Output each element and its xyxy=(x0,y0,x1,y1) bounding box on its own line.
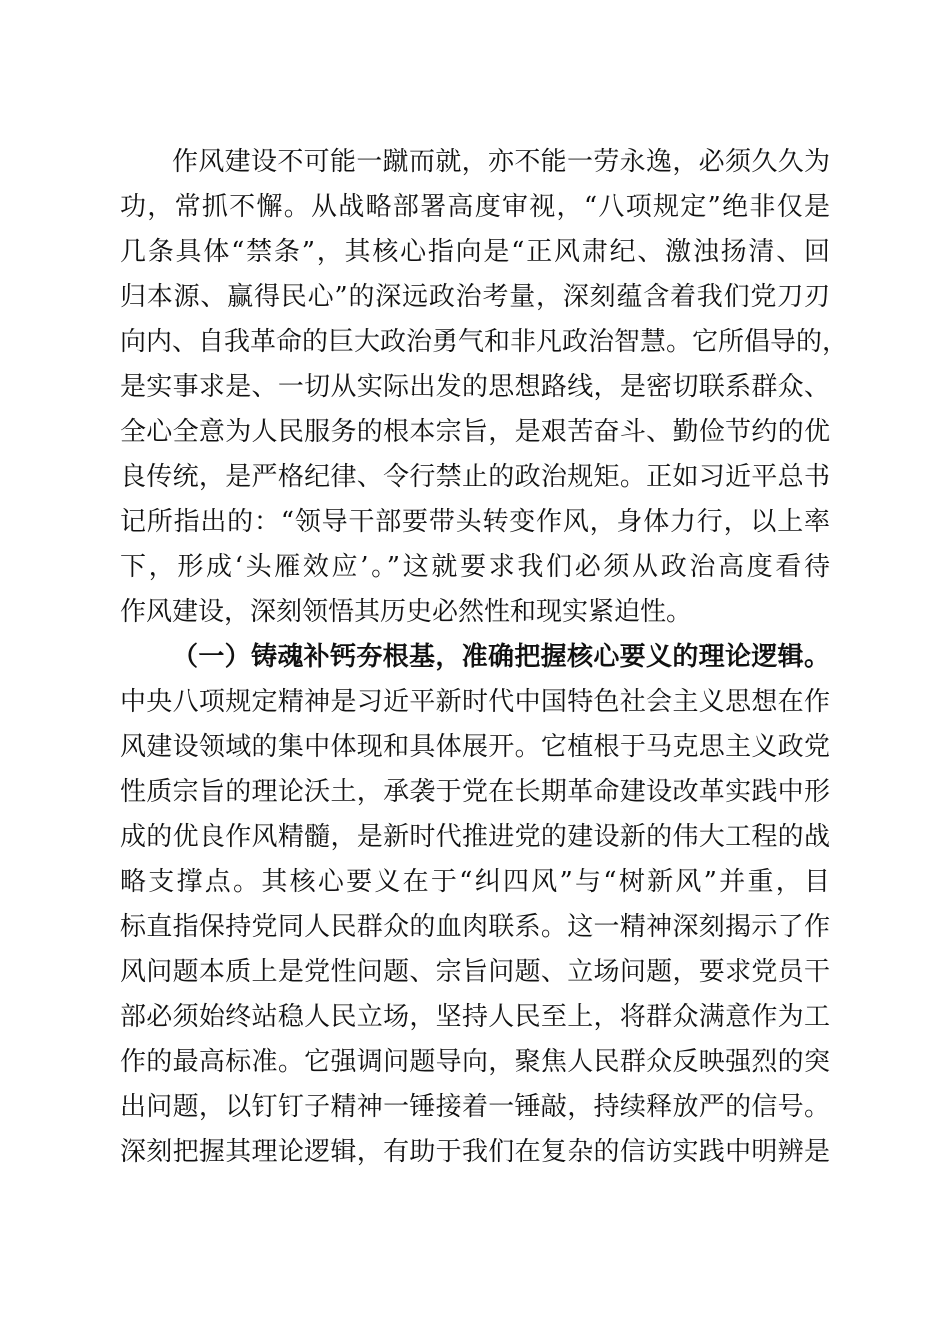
paragraph2-line-3: 性质宗旨的理论沃土，承袭于党在长期革命建设改革实践中形 xyxy=(120,777,830,807)
paragraph1-line-9: 记所指出的：“领导干部要带头转变作风，身体力行，以上率 xyxy=(120,507,830,537)
paragraph1-line-5: 向内、自我革命的巨大政治勇气和非凡政治智慧。它所倡导的， xyxy=(120,327,849,357)
section-heading: （一）铸魂补钙夯根基，准确把握核心要义的理论逻辑。 xyxy=(172,642,830,672)
paragraph1-line-10: 下，形成‘头雁效应’。”这就要求我们必须从政治高度看待 xyxy=(120,552,830,582)
paragraph2-line-10: 出问题，以钉钉子精神一锤接着一锤敲，持续释放严的信号。 xyxy=(120,1092,830,1122)
paragraph1-line-3: 几条具体“禁条”，其核心指向是“正风肃纪、激浊扬清、回 xyxy=(120,237,830,267)
paragraph2-line-8: 部必须始终站稳人民立场，坚持人民至上，将群众满意作为工 xyxy=(120,1002,830,1032)
paragraph1-line-7: 全心全意为人民服务的根本宗旨，是艰苦奋斗、勤俭节约的优 xyxy=(120,417,830,447)
paragraph2-line-6: 标直指保持党同人民群众的血肉联系。这一精神深刻揭示了作 xyxy=(120,912,830,942)
paragraph2-line-7: 风问题本质上是党性问题、宗旨问题、立场问题，要求党员干 xyxy=(120,957,830,987)
paragraph2-line-9: 作的最高标准。它强调问题导向，聚焦人民群众反映强烈的突 xyxy=(120,1047,830,1077)
paragraph2-line-1: 中央八项规定精神是习近平新时代中国特色社会主义思想在作 xyxy=(120,687,830,717)
paragraph1-line-8: 良传统，是严格纪律、令行禁止的政治规矩。正如习近平总书 xyxy=(120,462,830,492)
paragraph1-line-6: 是实事求是、一切从实际出发的思想路线，是密切联系群众、 xyxy=(120,372,830,402)
paragraph1-line-11: 作风建设，深刻领悟其历史必然性和现实紧迫性。 xyxy=(120,597,693,627)
paragraph2-line-4: 成的优良作风精髓，是新时代推进党的建设新的伟大工程的战 xyxy=(120,822,830,852)
paragraph1-line-1: 作风建设不可能一蹴而就，亦不能一劳永逸，必须久久为 xyxy=(172,147,830,177)
paragraph2-line-2: 风建设领域的集中体现和具体展开。它植根于马克思主义政党 xyxy=(120,732,830,762)
paragraph2-line-11: 深刻把握其理论逻辑，有助于我们在复杂的信访实践中明辨是 xyxy=(120,1137,830,1167)
paragraph1-line-2: 功，常抓不懈。从战略部署高度审视，“八项规定”绝非仅是 xyxy=(120,192,830,222)
paragraph2-line-5: 略支撑点。其核心要义在于“纠四风”与“树新风”并重，目 xyxy=(120,867,830,897)
paragraph1-line-4: 归本源、赢得民心”的深远政治考量，深刻蕴含着我们党刀刃 xyxy=(120,282,830,312)
